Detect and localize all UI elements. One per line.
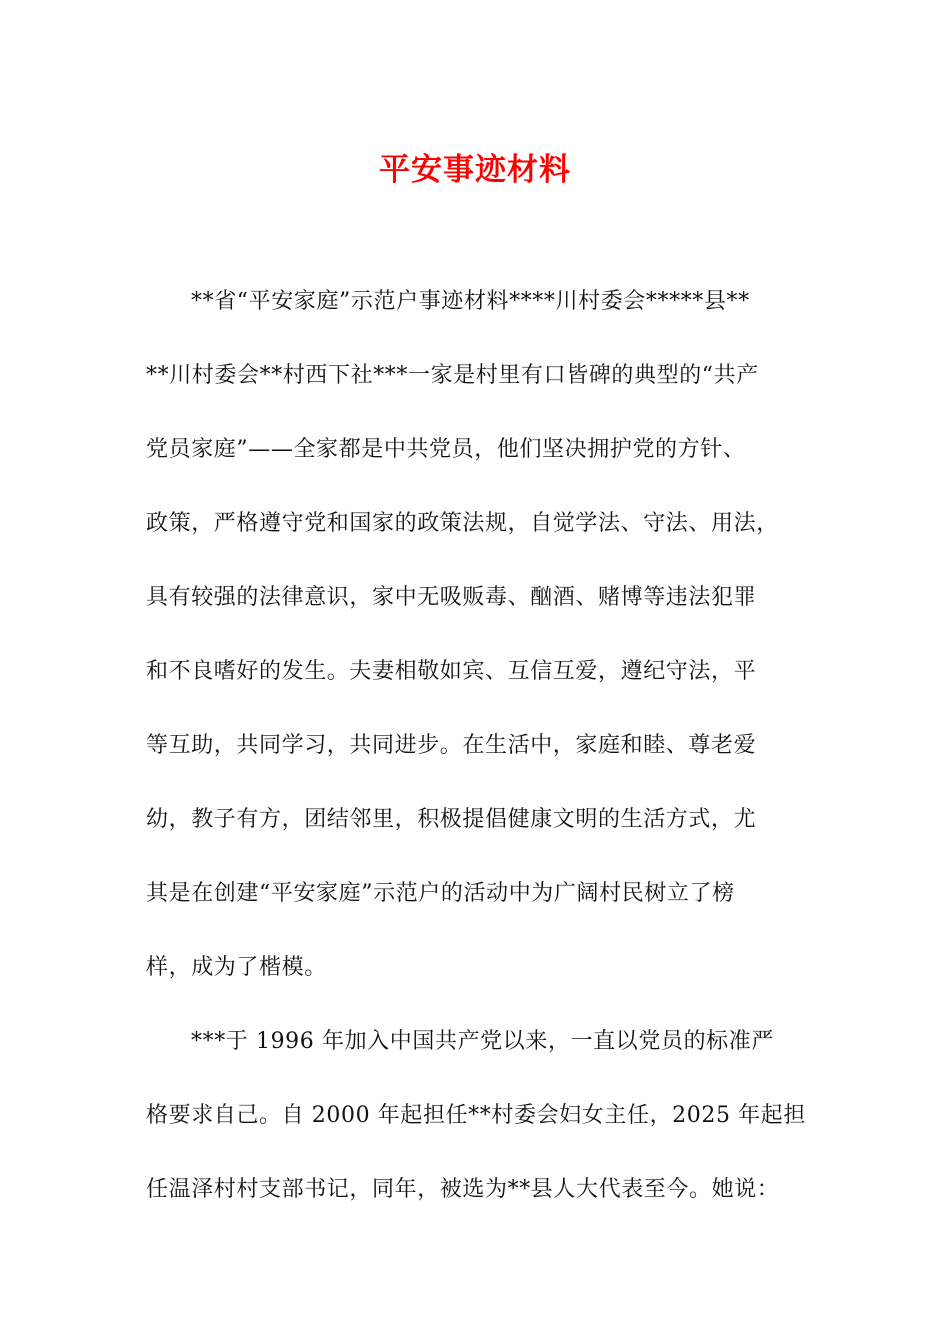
- body-line: 党员家庭”——全家都是中共党员，他们坚决拥护党的方针、: [146, 437, 746, 462]
- document-body: [146, 280, 806, 1242]
- body-line: 等互助，共同学习，共同进步。在生活中，家庭和睦、尊老爱: [146, 733, 757, 758]
- body-line: 幼，教子有方，团结邻里，积极提倡健康文明的生活方式，尤: [146, 807, 757, 832]
- body-line: 具有较强的法律意识，家中无吸贩毒、酗酒、赌博等违法犯罪: [146, 585, 757, 610]
- body-line: **省“平安家庭”示范户事迹材料****川村委会*****县**: [191, 289, 750, 314]
- document-title: 平安事迹材料: [379, 152, 571, 188]
- body-line: 和不良嗜好的发生。夫妻相敬如宾、互信互爱，遵纪守法，平: [146, 659, 757, 684]
- body-line: 政策，严格遵守党和国家的政策法规，自觉学法、守法、用法，: [146, 511, 779, 536]
- body-line: 任温泽村村支部书记，同年，被选为**县人大代表至今。她说：: [146, 1177, 780, 1202]
- body-line: ***于 1996 年加入中国共产党以来，一直以党员的标准严: [191, 1029, 774, 1054]
- body-line: **川村委会**村西下社***一家是村里有口皆碑的典型的“共产: [146, 363, 759, 388]
- body-line: 格要求自己。自 2000 年起担任**村委会妇女主任，2025 年起担: [146, 1103, 806, 1128]
- body-line: 样，成为了楷模。: [146, 955, 327, 980]
- body-line: 其是在创建“平安家庭”示范户的活动中为广阔村民树立了榜: [146, 881, 735, 906]
